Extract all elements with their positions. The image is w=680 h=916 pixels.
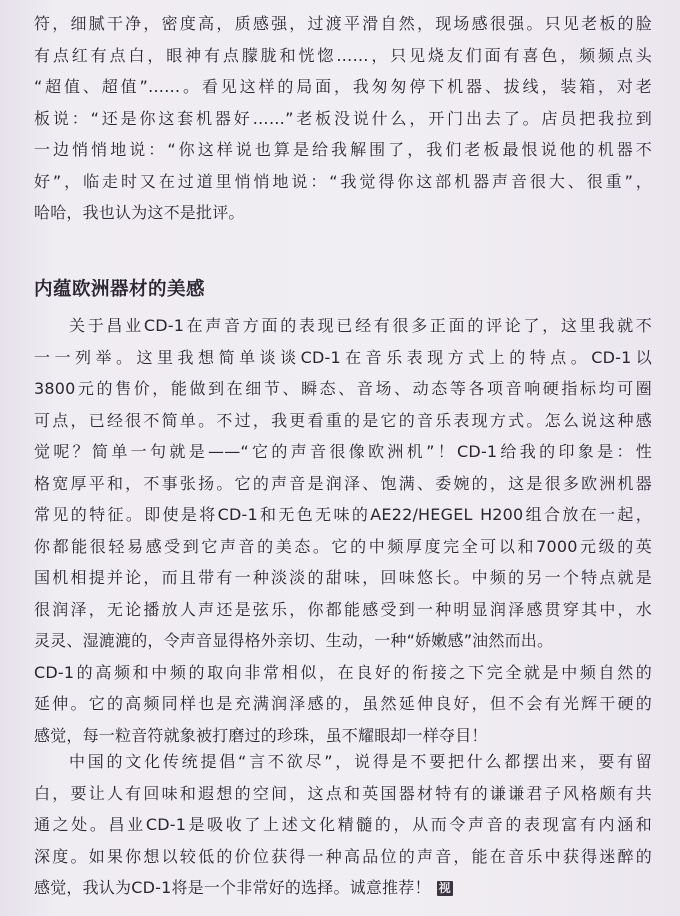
text-line: 国机相提并论，而且带有一种淡淡的甜味，回味悠长。中频的另一个特点就是: [34, 568, 652, 587]
text-line: 深度。如果你想以较低的价位获得一种高品位的声音，能在音乐中获得迷醉的: [34, 846, 652, 866]
final-text: 感觉，我认为CD-1将是一个非常好的选择。诚意推荐！: [34, 878, 431, 897]
text-line: 感觉，每一粒音符就象被打磨过的珍珠，虽不耀眼却一样夺目！: [34, 725, 488, 745]
text-line: 好”，临走时又在过道里悄悄地说：“我觉得你这部机器声音很大、很重”，: [34, 171, 652, 191]
text-line: 常见的特征。即使是将CD-1和无色无味的AE22/HEGEL H200组合放在一起，: [34, 505, 652, 524]
text-line: 格宽厚平和，不事张扬。它的声音是润泽、饱满、委婉的，这是很多欧洲机器: [34, 473, 652, 493]
end-mark-icon: 视: [438, 881, 451, 895]
text-line: 通之处。昌业CD-1是吸收了上述文化精髓的，从而令声音的表现富有内涵和: [34, 815, 652, 834]
text-line-final: [34, 872, 652, 904]
text-line: “超值、超值”……。看见这样的局面，我匆匆停下机器、拔线，装箱，对老: [34, 77, 652, 96]
section-heading: 内蕴欧洲器材的美感: [34, 279, 206, 300]
text-line: CD-1的高频和中频的取向非常相似，在良好的衔接之下完全就是中频自然的: [34, 662, 652, 682]
text-line: 灵灵、湿漉漉的，令声音显得格外亲切、生动，一种“娇嫩感”油然而出。: [34, 631, 554, 650]
text-line: 可点，已经很不简单。不过，我更看重的是它的音乐表现方式。怎么说这种感: [34, 410, 652, 430]
text-line: 中国的文化传统提倡“言不欲尽”，说得是不要把什么都摆出来，要有留: [69, 752, 652, 771]
intro-paragraph: [34, 8, 652, 229]
text-line: 一边悄悄地说：“你这样说也算是给我解围了，我们老板最恨说他的机器不: [34, 140, 652, 159]
text-line: 很润泽，无论播放人声还是弦乐，你都能感受到一种明显润泽感贯穿其中，水: [34, 599, 652, 619]
text-line: 3800元的售价，能做到在细节、瞬态、音场、动态等各项音响硬指标均可圈: [34, 379, 652, 398]
text-line: 板说：“还是你这套机器好……”老板没说什么，开门出去了。店员把我拉到: [34, 108, 652, 128]
text-line: 觉呢？简单一句就是——“它的声音很像欧洲机”！CD-1给我的印象是：性: [34, 442, 652, 461]
text-line: 白，要让人有回味和遐想的空间，这点和英国器材特有的谦谦君子风格颇有共: [34, 783, 652, 803]
text-line: 一一列举。这里我想简单谈谈CD-1在音乐表现方式上的特点。CD-1以: [34, 347, 652, 367]
body-paragraph-1: [34, 310, 652, 751]
text-line: 符，细腻干净，密度高，质感强，过渡平滑自然，现场感很强。只见老板的脸: [34, 14, 652, 33]
body-paragraph-2: [34, 746, 652, 904]
text-line: 延伸。它的高频同样也是充满润泽感的，虽然延伸良好，但不会有光辉干硬的: [34, 694, 652, 713]
text-line: 哈哈，我也认为这不是批评。: [34, 203, 245, 222]
text-line: 有点红有点白，眼神有点朦胧和恍惚……，只见烧友们面有喜色，频频点头: [34, 45, 652, 65]
text-line: 关于昌业CD-1在声音方面的表现已经有很多正面的评论了，这里我就不: [69, 316, 652, 335]
text-line: 你都能很轻易感受到它声音的美态。它的中频厚度完全可以和7000元级的英: [34, 536, 652, 556]
